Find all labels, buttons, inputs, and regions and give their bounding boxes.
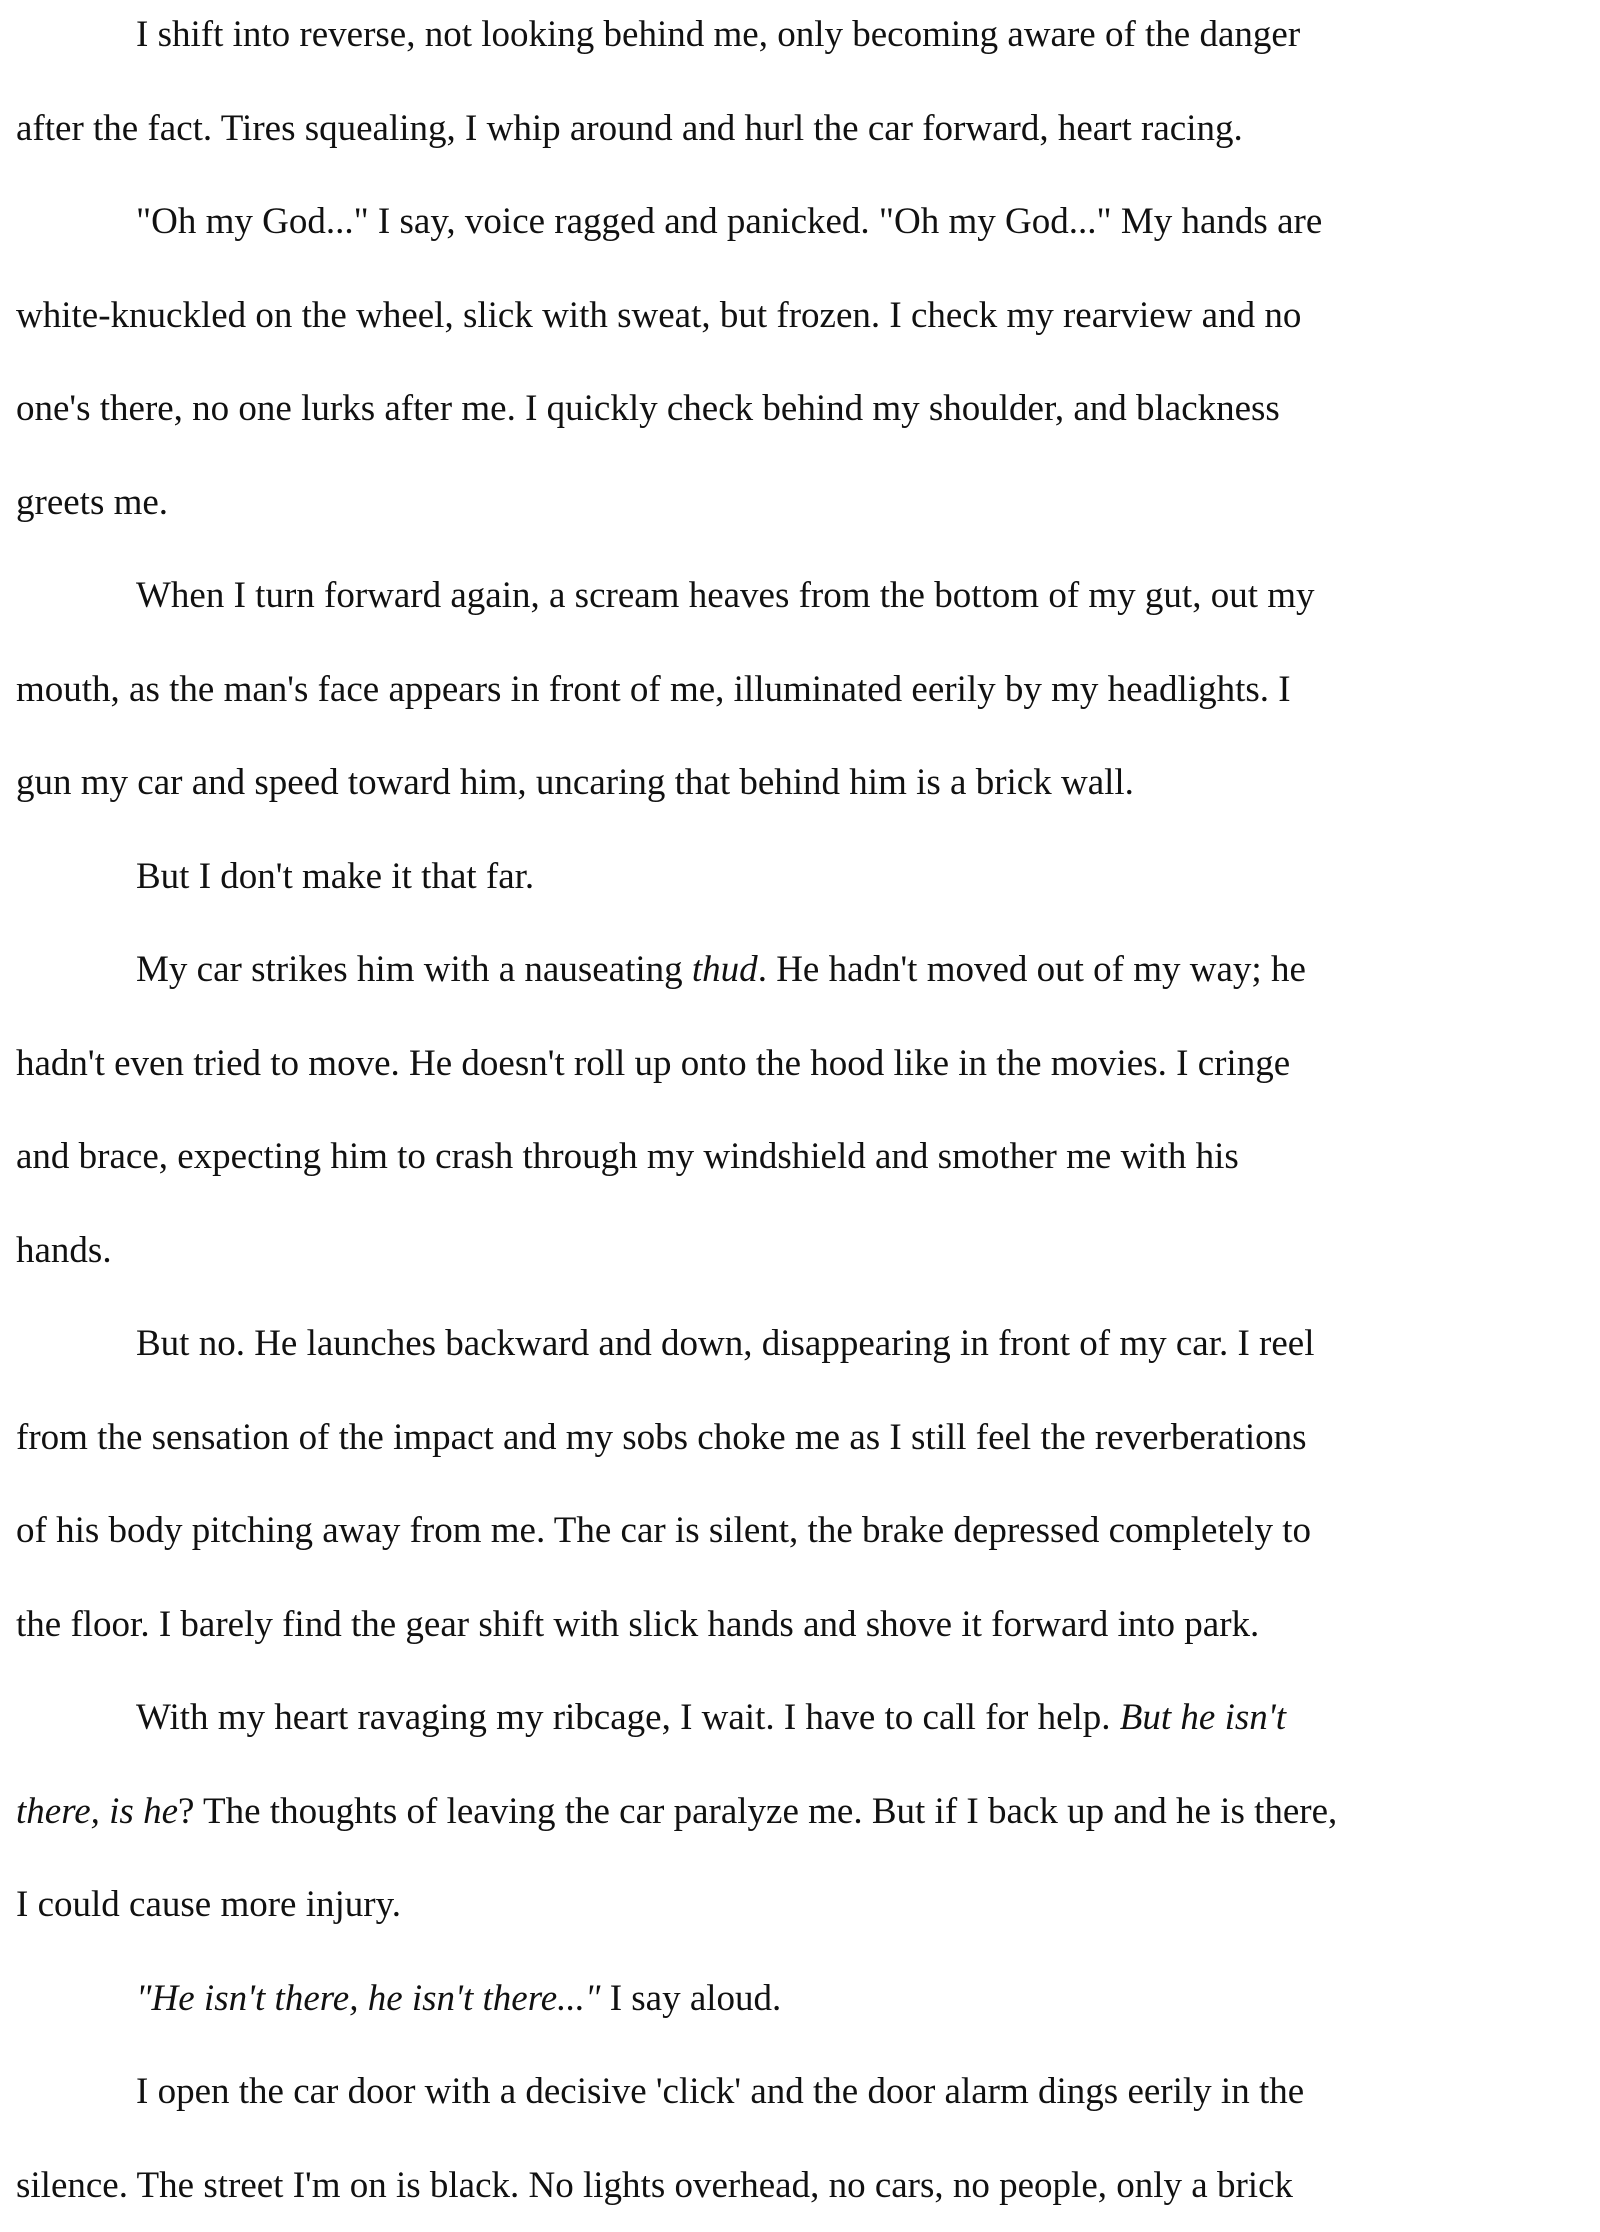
text-run: "Oh my God..." I say, voice ragged and panicked. "Oh my God..." My hands are xyxy=(136,201,1322,242)
text-run: one's there, no one lurks after me. I quickly check behind my shoulder, and blackness xyxy=(16,388,1280,429)
text-run: from the sensation of the impact and my sobs choke me as I still feel the reverberations xyxy=(16,1417,1307,1458)
text-run: white-knuckled on the wheel, slick with sweat, but frozen. I check my rearview and no xyxy=(16,295,1301,336)
text-run: When I turn forward again, a scream heaves from the bottom of my gut, out my xyxy=(136,575,1315,616)
paragraph xyxy=(16,0,1576,175)
text-run: I shift into reverse, not looking behind me, only becoming aware of the danger xyxy=(136,14,1300,55)
paragraph xyxy=(16,549,1576,830)
text-run: I say aloud. xyxy=(600,1978,781,2019)
text-line xyxy=(16,1204,1576,1298)
text-run: hands. xyxy=(16,1230,112,1271)
text-run: My car strikes him with a nauseating xyxy=(136,949,692,990)
text-line xyxy=(16,643,1576,737)
text-run: With my heart ravaging my ribcage, I wait. I have to call for help. xyxy=(136,1697,1120,1738)
text-line xyxy=(16,1952,1576,2046)
text-run: But no. He launches backward and down, disappearing in front of my car. I reel xyxy=(136,1323,1315,1364)
text-run: of his body pitching away from me. The car is silent, the brake depressed completely to xyxy=(16,1510,1311,1551)
text-line xyxy=(16,1765,1576,1859)
italic-text-run: there, is he xyxy=(16,1791,178,1832)
paragraph xyxy=(16,1671,1576,1952)
italic-text-run: But he isn't xyxy=(1120,1697,1286,1738)
text-run: ? The thoughts of leaving the car paralyze me. But if I back up and he is there, xyxy=(178,1791,1337,1832)
text-run: the floor. I barely find the gear shift with slick hands and shove it forward into park. xyxy=(16,1604,1259,1645)
text-run: But I don't make it that far. xyxy=(136,856,534,897)
paragraph xyxy=(16,2045,1576,2232)
text-line xyxy=(16,1484,1576,1578)
text-line xyxy=(16,1017,1576,1111)
text-line xyxy=(16,736,1576,830)
text-run: after the fact. Tires squealing, I whip around and hurl the car forward, heart racing. xyxy=(16,108,1243,149)
paragraph xyxy=(16,923,1576,1297)
paragraph xyxy=(16,1297,1576,1671)
text-line xyxy=(16,362,1576,456)
document-page xyxy=(16,0,1576,2232)
paragraph xyxy=(16,175,1576,549)
text-line xyxy=(16,1391,1576,1485)
text-run: I could cause more injury. xyxy=(16,1884,401,1925)
text-line xyxy=(16,175,1576,269)
text-line xyxy=(16,2045,1576,2139)
italic-text-run: "He isn't there, he isn't there..." xyxy=(136,1978,600,2019)
paragraph xyxy=(16,1952,1576,2046)
text-line xyxy=(16,456,1576,550)
text-run: hadn't even tried to move. He doesn't roll up onto the hood like in the movies. I cringe xyxy=(16,1043,1290,1084)
text-line xyxy=(16,0,1576,82)
text-line xyxy=(16,549,1576,643)
text-run: greets me. xyxy=(16,482,168,523)
text-run: silence. The street I'm on is black. No lights overhead, no cars, no people, only a brick xyxy=(16,2165,1293,2206)
text-run: mouth, as the man's face appears in front of me, illuminated eerily by my headlights. I xyxy=(16,669,1291,710)
text-line xyxy=(16,830,1576,924)
text-line xyxy=(16,2139,1576,2232)
text-line xyxy=(16,923,1576,1017)
text-line xyxy=(16,1671,1576,1765)
text-run: . He hadn't moved out of my way; he xyxy=(758,949,1306,990)
text-line xyxy=(16,269,1576,363)
text-line xyxy=(16,1858,1576,1952)
text-run: gun my car and speed toward him, uncaring that behind him is a brick wall. xyxy=(16,762,1134,803)
text-line xyxy=(16,1110,1576,1204)
text-line xyxy=(16,82,1576,176)
text-line xyxy=(16,1297,1576,1391)
text-run: I open the car door with a decisive 'click' and the door alarm dings eerily in the xyxy=(136,2071,1304,2112)
italic-text-run: thud xyxy=(692,949,758,990)
text-run: and brace, expecting him to crash through my windshield and smother me with his xyxy=(16,1136,1239,1177)
paragraph xyxy=(16,830,1576,924)
text-line xyxy=(16,1578,1576,1672)
